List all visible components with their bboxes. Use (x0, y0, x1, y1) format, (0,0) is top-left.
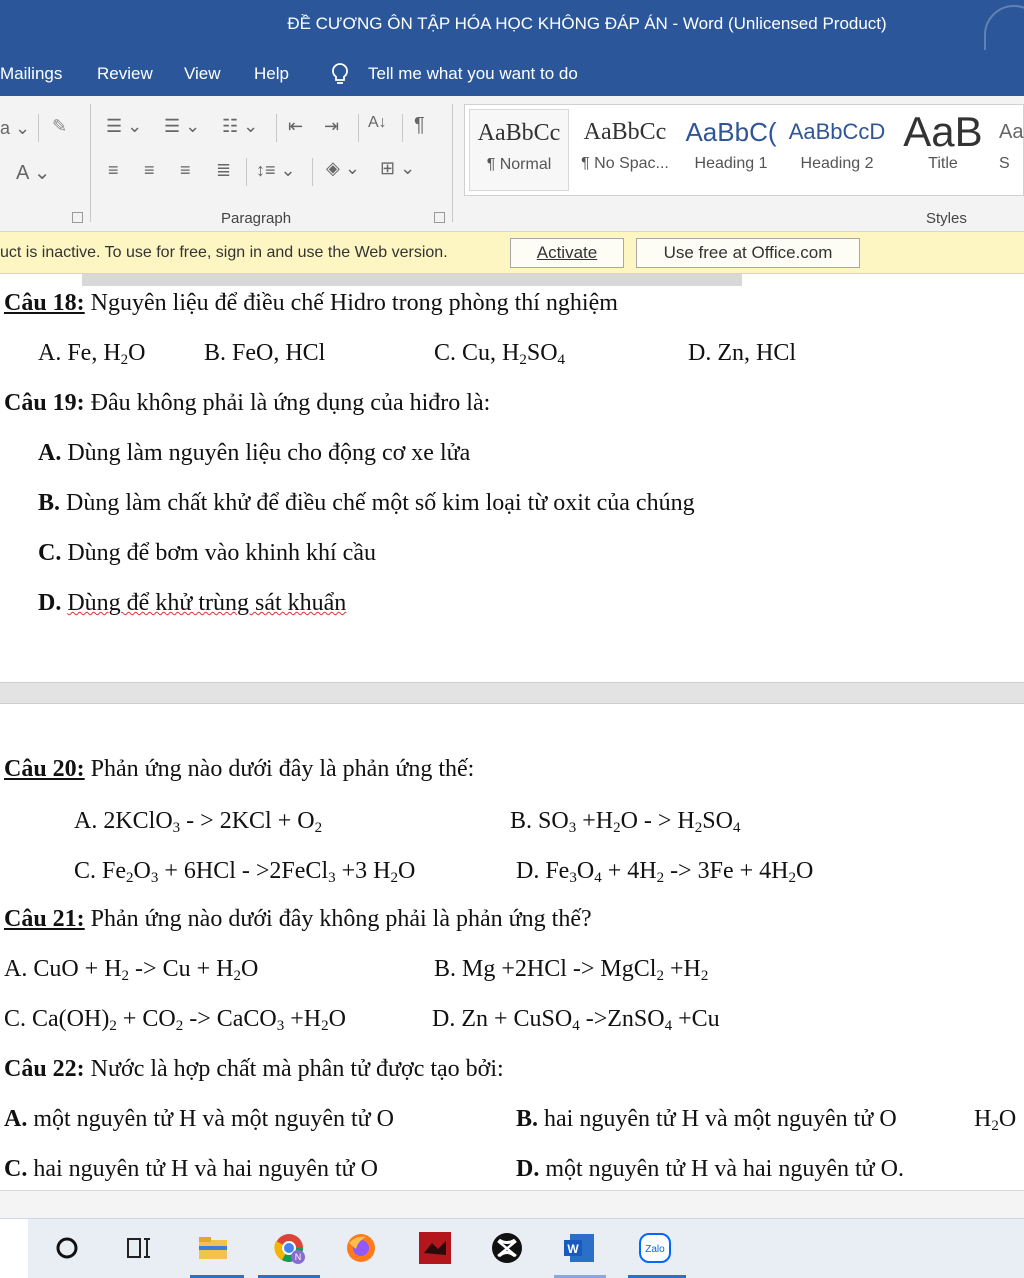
separator (38, 114, 39, 142)
style-name: Heading 1 (694, 155, 768, 172)
style-subtitle[interactable] (999, 109, 1024, 191)
status-strip (0, 1190, 1024, 1218)
font-dialog-launcher-icon[interactable] (72, 212, 83, 223)
ribbon-tabs (0, 50, 1024, 96)
style-name: Heading 2 (800, 155, 874, 172)
task-view-icon[interactable] (122, 1231, 156, 1265)
group-separator (90, 104, 91, 222)
title-bar (0, 0, 1024, 50)
question-19 (4, 390, 490, 417)
align-left-icon[interactable]: ≡ (108, 160, 119, 180)
option-text: một nguyên tử H và một nguyên tử O (27, 1106, 394, 1132)
firefox-icon[interactable] (344, 1231, 378, 1265)
q20-option-d: D. $Fe_3O_4 + 4H_2 -> 3Fe + 4H_2O$ (516, 858, 814, 886)
activate-label: Activate (536, 243, 598, 262)
line-spacing-icon[interactable]: ↕≡ ⌄ (256, 160, 296, 180)
lightbulb-icon[interactable] (330, 62, 350, 88)
option-text: Dùng để bơm vào khinh khí cầu (61, 540, 376, 566)
window-title: ĐỀ CƯƠNG ÔN TẬP HÓA HỌC KHÔNG ĐÁP ÁN - Word (Unlicensed Product) (287, 14, 887, 33)
tab-review[interactable]: Review (97, 64, 153, 83)
shading-icon[interactable]: ◈ ⌄ (326, 158, 360, 178)
zalo-icon[interactable] (638, 1231, 672, 1265)
paragraph-group-label: Paragraph (221, 210, 292, 227)
question-label: Câu 18: (4, 290, 85, 316)
option-letter: D. (516, 1156, 540, 1182)
question-label: Câu 20: (4, 756, 85, 782)
q19-option-b (38, 490, 695, 517)
multilevel-list-icon[interactable]: ☷ ⌄ (222, 116, 259, 136)
chrome-icon[interactable] (272, 1231, 306, 1265)
question-text: Nước là hợp chất mà phân tử được tạo bởi: (84, 1056, 504, 1082)
tell-me-search[interactable]: Tell me what you want to do (368, 64, 578, 83)
q22-option-a (4, 1106, 394, 1133)
group-separator (452, 104, 453, 222)
page-break-gap (0, 682, 1024, 704)
style-sample: Aa (999, 121, 1024, 143)
clear-formatting-icon[interactable]: ✎ (52, 116, 68, 136)
q19-option-a (38, 440, 470, 467)
document-area[interactable] (0, 274, 1024, 1190)
option-text: hai nguyên tử H và một nguyên tử O (538, 1106, 897, 1132)
question-18 (4, 290, 618, 317)
tab-view[interactable]: View (184, 64, 221, 83)
question-text: Đâu không phải là ứng dụng của hiđro là: (84, 390, 491, 416)
numbering-icon[interactable]: ☰ ⌄ (164, 116, 201, 136)
question-label: Câu 19: (4, 390, 85, 416)
decrease-indent-icon[interactable]: ⇤ (288, 116, 304, 136)
option-letter: D. (38, 590, 62, 616)
align-right-icon[interactable]: ≡ (180, 160, 191, 180)
option-text: Dùng làm nguyên liệu cho động cơ xe lửa (61, 440, 471, 466)
q22-option-d (516, 1156, 904, 1183)
option-letter: C. (4, 1156, 28, 1182)
q20-option-c: C. $Fe_2O_3 + 6HCl$ - >2FeCl$_3$ +3 $H_2O$ (74, 858, 416, 886)
q18-option-b: B. FeO, HCl (204, 340, 326, 366)
style-sample: AaBbCc (583, 119, 667, 145)
file-explorer-icon[interactable] (196, 1231, 230, 1265)
font-color-icon[interactable]: A ⌄ (16, 162, 51, 184)
chrome-profile-badge: N (294, 1252, 302, 1262)
word-letter: W (567, 1242, 579, 1256)
increase-indent-icon[interactable]: ⇥ (324, 116, 340, 136)
tab-help[interactable]: Help (254, 64, 289, 83)
show-formatting-marks-icon[interactable]: ¶ (414, 114, 425, 136)
separator (402, 114, 403, 142)
q18-option-a: A. Fe, $H_2O$ (38, 340, 146, 368)
style-heading-1[interactable] (681, 109, 781, 191)
style-name: S (999, 155, 1010, 172)
style-sample: AaBbCcD (788, 119, 886, 144)
question-text: Phản ứng nào dưới đây là phản ứng thế: (84, 756, 475, 782)
search-box-edge[interactable] (0, 1219, 28, 1278)
q21-option-d: D. Zn + CuSO$_4$ ->ZnSO$_4$ +Cu (432, 1006, 720, 1034)
ribbon-home (0, 96, 1024, 232)
style-name: Title (928, 155, 958, 172)
question-text: Phản ứng nào dưới đây không phải là phản ứng thế? (84, 906, 592, 932)
word-icon[interactable] (562, 1231, 596, 1265)
question-label: Câu 21: (4, 906, 85, 932)
tab-mailings[interactable]: Mailings (0, 64, 63, 83)
separator (276, 114, 277, 142)
borders-icon[interactable]: ⊞ ⌄ (380, 158, 416, 178)
unlicensed-message-bar (0, 232, 1024, 274)
option-text: một nguyên tử H và hai nguyên tử O. (539, 1156, 904, 1182)
align-center-icon[interactable]: ≡ (144, 160, 155, 180)
q21-option-c: C. $Ca(OH)_2 + CO_2$ -> CaCO$_3$ $+H_2O$ (4, 1006, 346, 1034)
justify-icon[interactable]: ≣ (216, 160, 232, 180)
option-letter: B. (516, 1106, 539, 1132)
option-text: hai nguyên tử H và hai nguyên tử O (27, 1156, 378, 1182)
paragraph-dialog-launcher-icon[interactable] (434, 212, 445, 223)
q18-option-c: C. Cu, $H_2SO_4$ (434, 340, 566, 368)
message-text: uct is inactive. To use for free, sign in and use the Web version. (0, 244, 448, 261)
option-letter: A. (4, 1106, 28, 1132)
question-22 (4, 1056, 504, 1083)
question-text: Nguyên liệu để điều chế Hidro trong phòng thí nghiệm (84, 290, 618, 316)
style-sample: AaBbC( (685, 117, 777, 147)
q19-option-d (38, 590, 346, 617)
styles-gallery (464, 104, 1024, 196)
style-normal[interactable] (469, 109, 569, 191)
game-app-icon[interactable] (418, 1231, 452, 1265)
q21-option-a: A. CuO + $H_2 -> Cu + H_2O$ (4, 956, 259, 984)
question-20 (4, 756, 474, 783)
question-21 (4, 906, 592, 933)
bullets-icon[interactable]: ☰ ⌄ (106, 116, 143, 136)
style-heading-2[interactable] (787, 109, 887, 191)
separator (246, 158, 247, 186)
style-title[interactable] (893, 109, 993, 191)
style-name: ¶ No Spac... (581, 155, 669, 172)
q21-option-b: B. Mg +2HCl -> MgCl$_2$ $+H_2$ (434, 956, 709, 984)
q20-option-b: B. $SO_3 +H_2O$ - > $H_2SO_4$ (510, 808, 741, 836)
q22-option-b (516, 1106, 897, 1133)
spelling-error-text[interactable]: Dùng để khử trùng sát khuẩn (67, 590, 347, 616)
cortana-icon[interactable] (50, 1231, 84, 1265)
q20-option-a: A. 2KClO$_3$ - > $2KCl + O_2$ (74, 808, 323, 836)
q19-option-c (38, 540, 376, 567)
option-letter: C. (38, 540, 62, 566)
activate-button[interactable] (510, 238, 624, 268)
q22-option-c (4, 1156, 378, 1183)
sort-icon[interactable]: A↓ (368, 114, 387, 131)
option-letter: A. (38, 440, 62, 466)
option-text: Dùng làm chất khử để điều chế một số kim loại từ oxit của chúng (60, 490, 695, 516)
option-letter: B. (38, 490, 61, 516)
page-edge-shadow (82, 274, 742, 286)
styles-group-label: Styles (926, 210, 967, 227)
q18-option-d: D. Zn, HCl (688, 340, 796, 366)
font-size-dropdown-icon[interactable]: a ⌄ (0, 118, 31, 138)
zalo-label: Zalo (645, 1244, 665, 1255)
xbox-icon[interactable] (490, 1231, 524, 1265)
style-no-spacing[interactable] (575, 109, 675, 191)
separator (358, 114, 359, 142)
separator (312, 158, 313, 186)
windows-taskbar (0, 1218, 1024, 1278)
use-free-office-button[interactable]: Use free at Office.com (636, 238, 860, 268)
style-sample: AaB (903, 109, 983, 155)
water-formula-note: $H_2O$ (974, 1106, 1017, 1134)
style-sample: AaBbCc (477, 120, 561, 146)
style-name: ¶ Normal (486, 156, 552, 173)
question-label: Câu 22: (4, 1056, 85, 1082)
